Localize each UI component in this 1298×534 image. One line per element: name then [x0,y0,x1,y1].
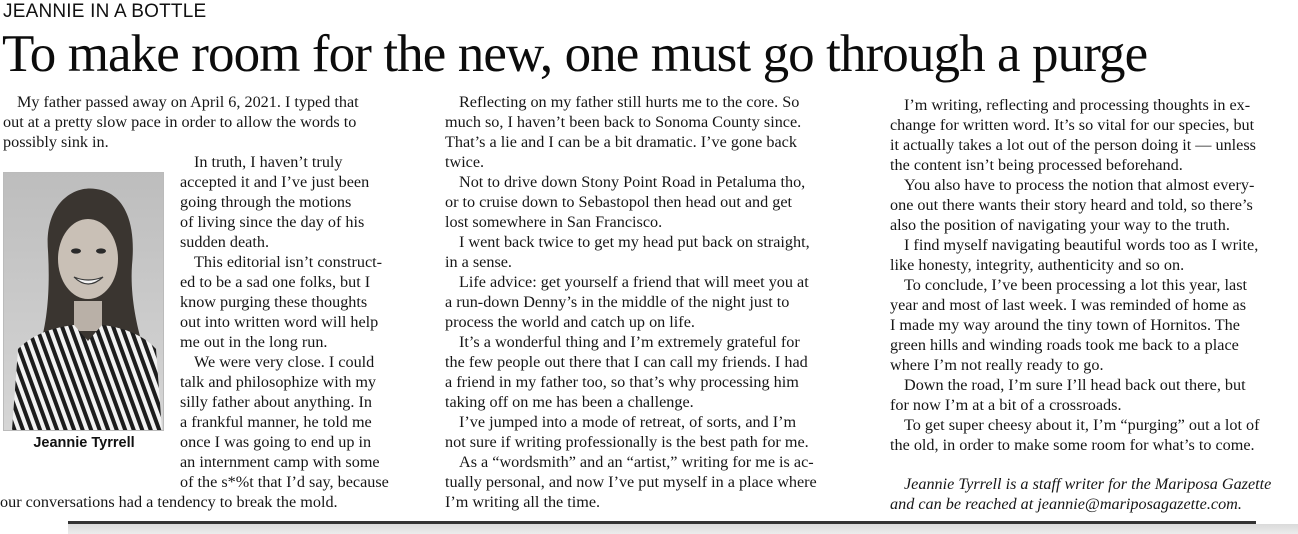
paragraph-line: I’ve jumped into a mode of retreat, of sorts, and I’m [459,413,797,431]
paragraph-line: I made my way around the tiny town of Hornitos. The [890,316,1240,334]
paragraph-line: taking off on me has been a challenge. [445,393,694,411]
paragraph-line: not sure if writing professionally is the best path for me. [445,433,809,451]
paragraph-line: To conclude, I’ve been processing a lot this year, last [904,276,1247,294]
paragraph-line: a frankful manner, he told me [180,413,372,431]
paragraph-line: silly father about anything. In [180,393,372,411]
bio-line: and can be reached at jeannie@mariposagazette.com. [890,495,1242,513]
paragraph-line: process the world and catch up on life. [445,313,695,331]
footer-band [68,524,1298,534]
paragraph-line: It’s a wonderful thing and I’m extremely grateful for [459,333,800,351]
paragraph-line: the content isn’t being processed beforehand. [890,156,1183,174]
paragraph-line: like honesty, integrity, authenticity and so on. [890,256,1185,274]
headline: To make room for the new, one must go through a purge [2,25,1148,83]
paragraph-line: As a “wordsmith” and an “artist,” writing for me is ac- [459,453,814,471]
section-kicker: JEANNIE IN A BOTTLE [3,1,207,22]
bio-line: Jeannie Tyrrell is a staff writer for the Mariposa Gazette [904,475,1272,493]
paragraph-line: a run-down Denny’s in the middle of the night just to [445,293,790,311]
paragraph-line: or to cruise down to Sebastopol then head out and get [445,193,793,211]
paragraph-line: of the s*%t that I’d say, because [180,473,389,491]
paragraph-line: out into written word will help [180,313,379,331]
paragraph-line: much so, I haven’t been back to Sonoma County since. [445,113,802,131]
paragraph-line: Reflecting on my father still hurts me to the core. So [459,93,800,111]
paragraph-line: tually personal, and now I’ve put myself in a place where [445,473,817,491]
author-portrait-image [4,173,163,430]
paragraph-line: the old, in order to make some room for what’s to come. [890,436,1255,454]
paragraph-line: going through the motions [180,193,352,211]
paragraph-line: where I’m not really ready to go. [890,356,1104,374]
paragraph-line: lost somewhere in San Francisco. [445,213,663,231]
paragraph-line: To get super cheesy about it, I’m “purging” out a lot of [904,416,1260,434]
paragraph-line: I’m writing all the time. [445,493,601,511]
paragraph-line: an internment camp with some [180,453,380,471]
paragraph-line: That’s a lie and I can be a bit dramatic. I’ve gone back [445,133,797,151]
paragraph-line: year and most of last week. I was reminded of home as [890,296,1247,314]
paragraph-line: ed to be a sad one folks, but I [180,273,371,291]
paragraph-line: My father passed away on April 6, 2021. I typed that [17,93,359,111]
paragraph-line: sudden death. [180,233,270,251]
paragraph-line: Not to drive down Stony Point Road in Petaluma tho, [459,173,806,191]
paragraph-line: twice. [445,153,485,171]
author-photo [3,172,164,431]
paragraph-line: the few people out there that I can call my friends. I had [445,353,808,371]
paragraph-line: I went back twice to get my head put back on straight, [459,233,810,251]
paragraph-line: also the position of navigating your way to the truth. [890,216,1230,234]
paragraph-line: In truth, I haven’t truly [194,153,343,171]
paragraph-line: of living since the day of his [180,213,365,231]
paragraph-line: talk and philosophize with my [180,373,377,391]
paragraph-line: This editorial isn’t construct- [194,253,383,271]
paragraph-line: for now I’m at a bit of a crossroads. [890,396,1122,414]
paragraph-line: I’m writing, reflecting and processing thoughts in ex- [904,96,1251,114]
paragraph-line: our conversations had a tendency to break the mold. [0,493,338,511]
paragraph-line: a friend in my father too, so that’s why processing him [445,373,799,391]
paragraph-line: in a sense. [445,253,512,271]
paragraph-line: know purging these thoughts [180,293,368,311]
paragraph-line: We were very close. I could [194,353,375,371]
paragraph-line: green hills and winding roads took me back to a place [890,336,1239,354]
paragraph-line: possibly sink in. [3,133,109,151]
paragraph-line: once I was going to end up in [180,433,372,451]
paragraph-line: You also have to process the notion that almost every- [904,176,1255,194]
paragraph-line: accepted it and I’ve just been [180,173,370,191]
paragraph-line: it actually takes a lot out of the person doing it — unless [890,136,1256,154]
paragraph-line: Down the road, I’m sure I’ll head back out there, but [904,376,1246,394]
paragraph-line: me out in the long run. [180,333,328,351]
paragraph-line: Life advice: get yourself a friend that will meet you at [459,273,809,291]
paragraph-line: I find myself navigating beautiful words too as I write, [904,236,1259,254]
photo-caption: Jeannie Tyrrell [33,435,135,451]
paragraph-line: change for written word. It’s so vital for our species, but [890,116,1255,134]
paragraph-line: out at a pretty slow pace in order to allow the words to [3,113,357,131]
paragraph-line: one out there wants their story heard and told, so there’s [890,196,1253,214]
